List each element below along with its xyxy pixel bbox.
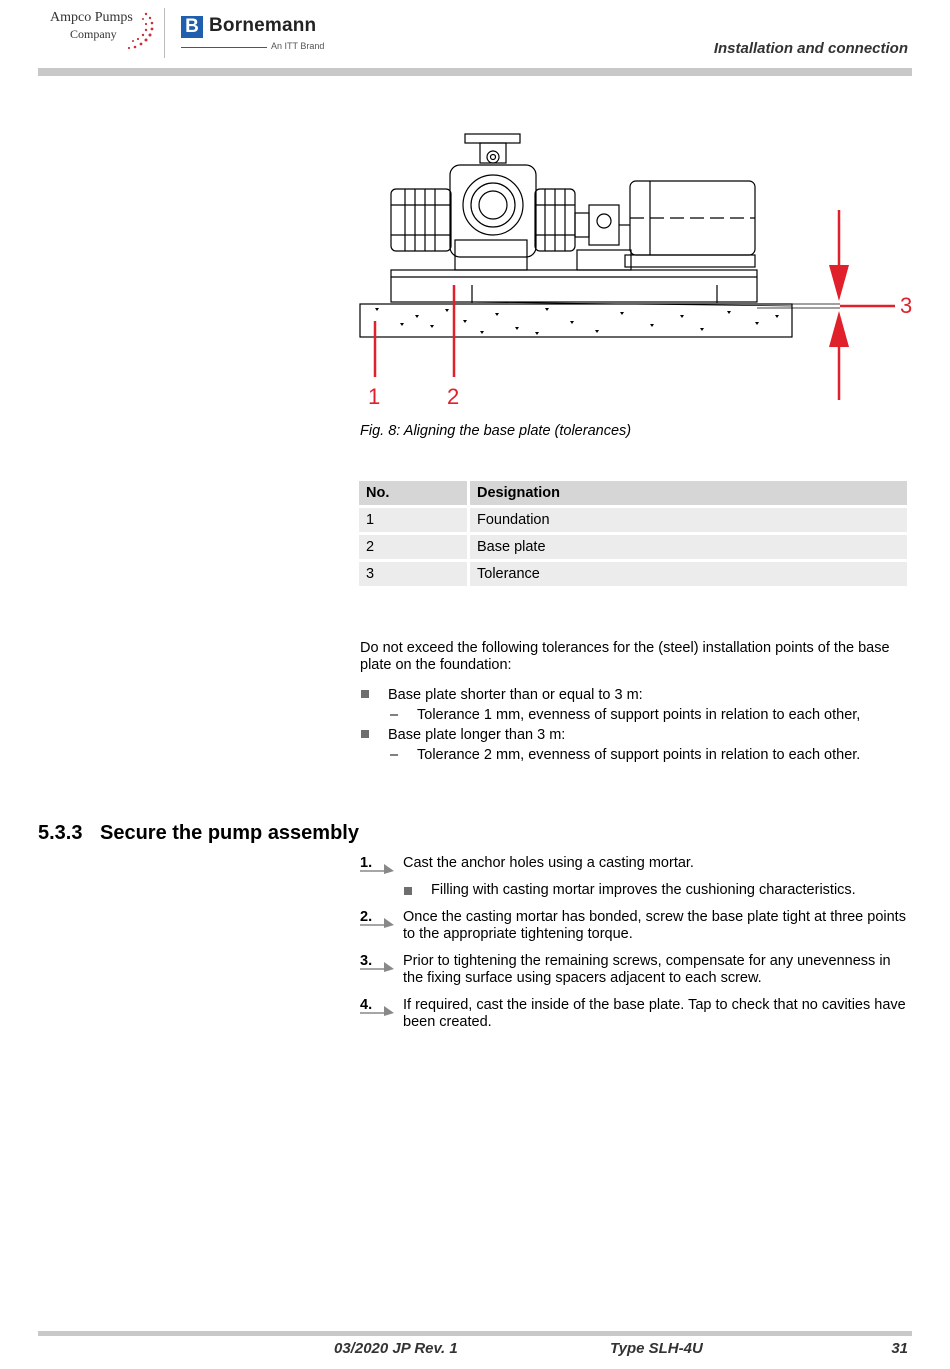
step-item — [360, 909, 910, 943]
designation-table — [356, 478, 910, 589]
list-item — [360, 725, 910, 745]
step-number: 2. — [360, 909, 373, 925]
step-text: If required, cast the inside of the base plate. Tap to check that no cavities have been created. — [403, 997, 906, 1030]
bornemann-logo — [181, 14, 331, 54]
tolerance-list — [360, 685, 910, 765]
dash-bullet-icon: – — [390, 707, 399, 723]
table-row — [359, 562, 907, 586]
sub-list-item-text: Tolerance 2 mm, evenness of support points in relation to each other. — [417, 747, 861, 763]
step-item — [360, 953, 910, 987]
list-item-text: Base plate longer than 3 m: — [388, 727, 566, 743]
header-section-title: Installation and connection — [713, 40, 908, 57]
footer-bar — [38, 1331, 912, 1336]
table-cell-designation: Tolerance — [470, 562, 907, 586]
ampco-swirl-icon — [116, 10, 156, 56]
table-row — [359, 535, 907, 559]
callouts — [375, 210, 895, 400]
table-cell-no: 2 — [359, 535, 467, 559]
section-number: 5.3.3 — [38, 822, 83, 844]
ampco-logo — [46, 8, 156, 58]
bornemann-logo-name: Bornemann — [209, 15, 317, 36]
concrete-texture — [375, 308, 779, 335]
step-text: Cast the anchor holes using a casting mortar. — [403, 855, 694, 871]
bornemann-logo-mark: B — [181, 16, 203, 38]
footer-type: Type SLH-4U — [610, 1340, 703, 1357]
step-item — [360, 855, 910, 872]
bornemann-logo-rule — [181, 47, 267, 48]
square-bullet-icon — [404, 887, 412, 895]
sub-list-item-text: Tolerance 1 mm, evenness of support points in relation to each other, — [417, 707, 861, 723]
table-row — [359, 508, 907, 532]
dash-bullet-icon: – — [390, 747, 399, 763]
step-text: Once the casting mortar has bonded, screw the base plate tight at three points to the appropriate tightening torque. — [403, 909, 906, 942]
step-note-text: Filling with casting mortar improves the cushioning characteristics. — [431, 882, 856, 898]
callout-labels — [368, 293, 912, 409]
ampco-logo-line1: Ampco Pumps — [50, 10, 133, 25]
arrow-down-icon — [829, 265, 849, 301]
header-bar — [38, 68, 912, 76]
list-item-text: Base plate shorter than or equal to 3 m: — [388, 687, 643, 703]
bornemann-logo-tagline: An ITT Brand — [271, 41, 325, 51]
intro-paragraph: Do not exceed the following tolerances for the (steel) installation points of the base plate on the foundation: — [360, 640, 890, 673]
table-cell-designation: Foundation — [470, 508, 907, 532]
sub-list-item — [360, 705, 910, 725]
callout-label-3: 3 — [900, 293, 913, 318]
base-plate-figure — [355, 125, 925, 410]
step-number: 4. — [360, 997, 373, 1013]
footer-revision: 03/2020 JP Rev. 1 — [334, 1340, 458, 1357]
logo-separator — [164, 8, 165, 58]
callout-label-2: 2 — [447, 384, 460, 409]
list-item — [360, 685, 910, 705]
pump-drawing — [360, 134, 840, 337]
foundation-drawing — [360, 304, 792, 337]
footer-page-number: 31 — [891, 1340, 908, 1357]
step-item — [360, 997, 910, 1031]
square-bullet-icon — [361, 690, 369, 698]
step-number: 1. — [360, 855, 373, 871]
sub-list-item — [360, 745, 910, 765]
table-header-no: No. — [359, 481, 467, 505]
step-text: Prior to tightening the remaining screws, compensate for any unevenness in the fixing surface using spacers adjacent to each screw. — [403, 953, 891, 986]
square-bullet-icon — [361, 730, 369, 738]
figure-caption: Fig. 8: Aligning the base plate (tolerances) — [360, 423, 632, 439]
section-title: Secure the pump assembly — [100, 822, 359, 844]
step-list — [360, 855, 910, 1041]
section-heading — [38, 822, 359, 845]
step-number: 3. — [360, 953, 373, 969]
step-note — [360, 882, 910, 899]
table-cell-no: 3 — [359, 562, 467, 586]
table-cell-no: 1 — [359, 508, 467, 532]
table-header-row — [359, 481, 907, 505]
arrow-up-icon — [829, 311, 849, 347]
ampco-logo-line2: Company — [70, 27, 117, 41]
base-plate-drawing — [391, 270, 757, 302]
table-cell-designation: Base plate — [470, 535, 907, 559]
callout-label-1: 1 — [368, 384, 381, 409]
table-header-designation: Designation — [470, 481, 907, 505]
